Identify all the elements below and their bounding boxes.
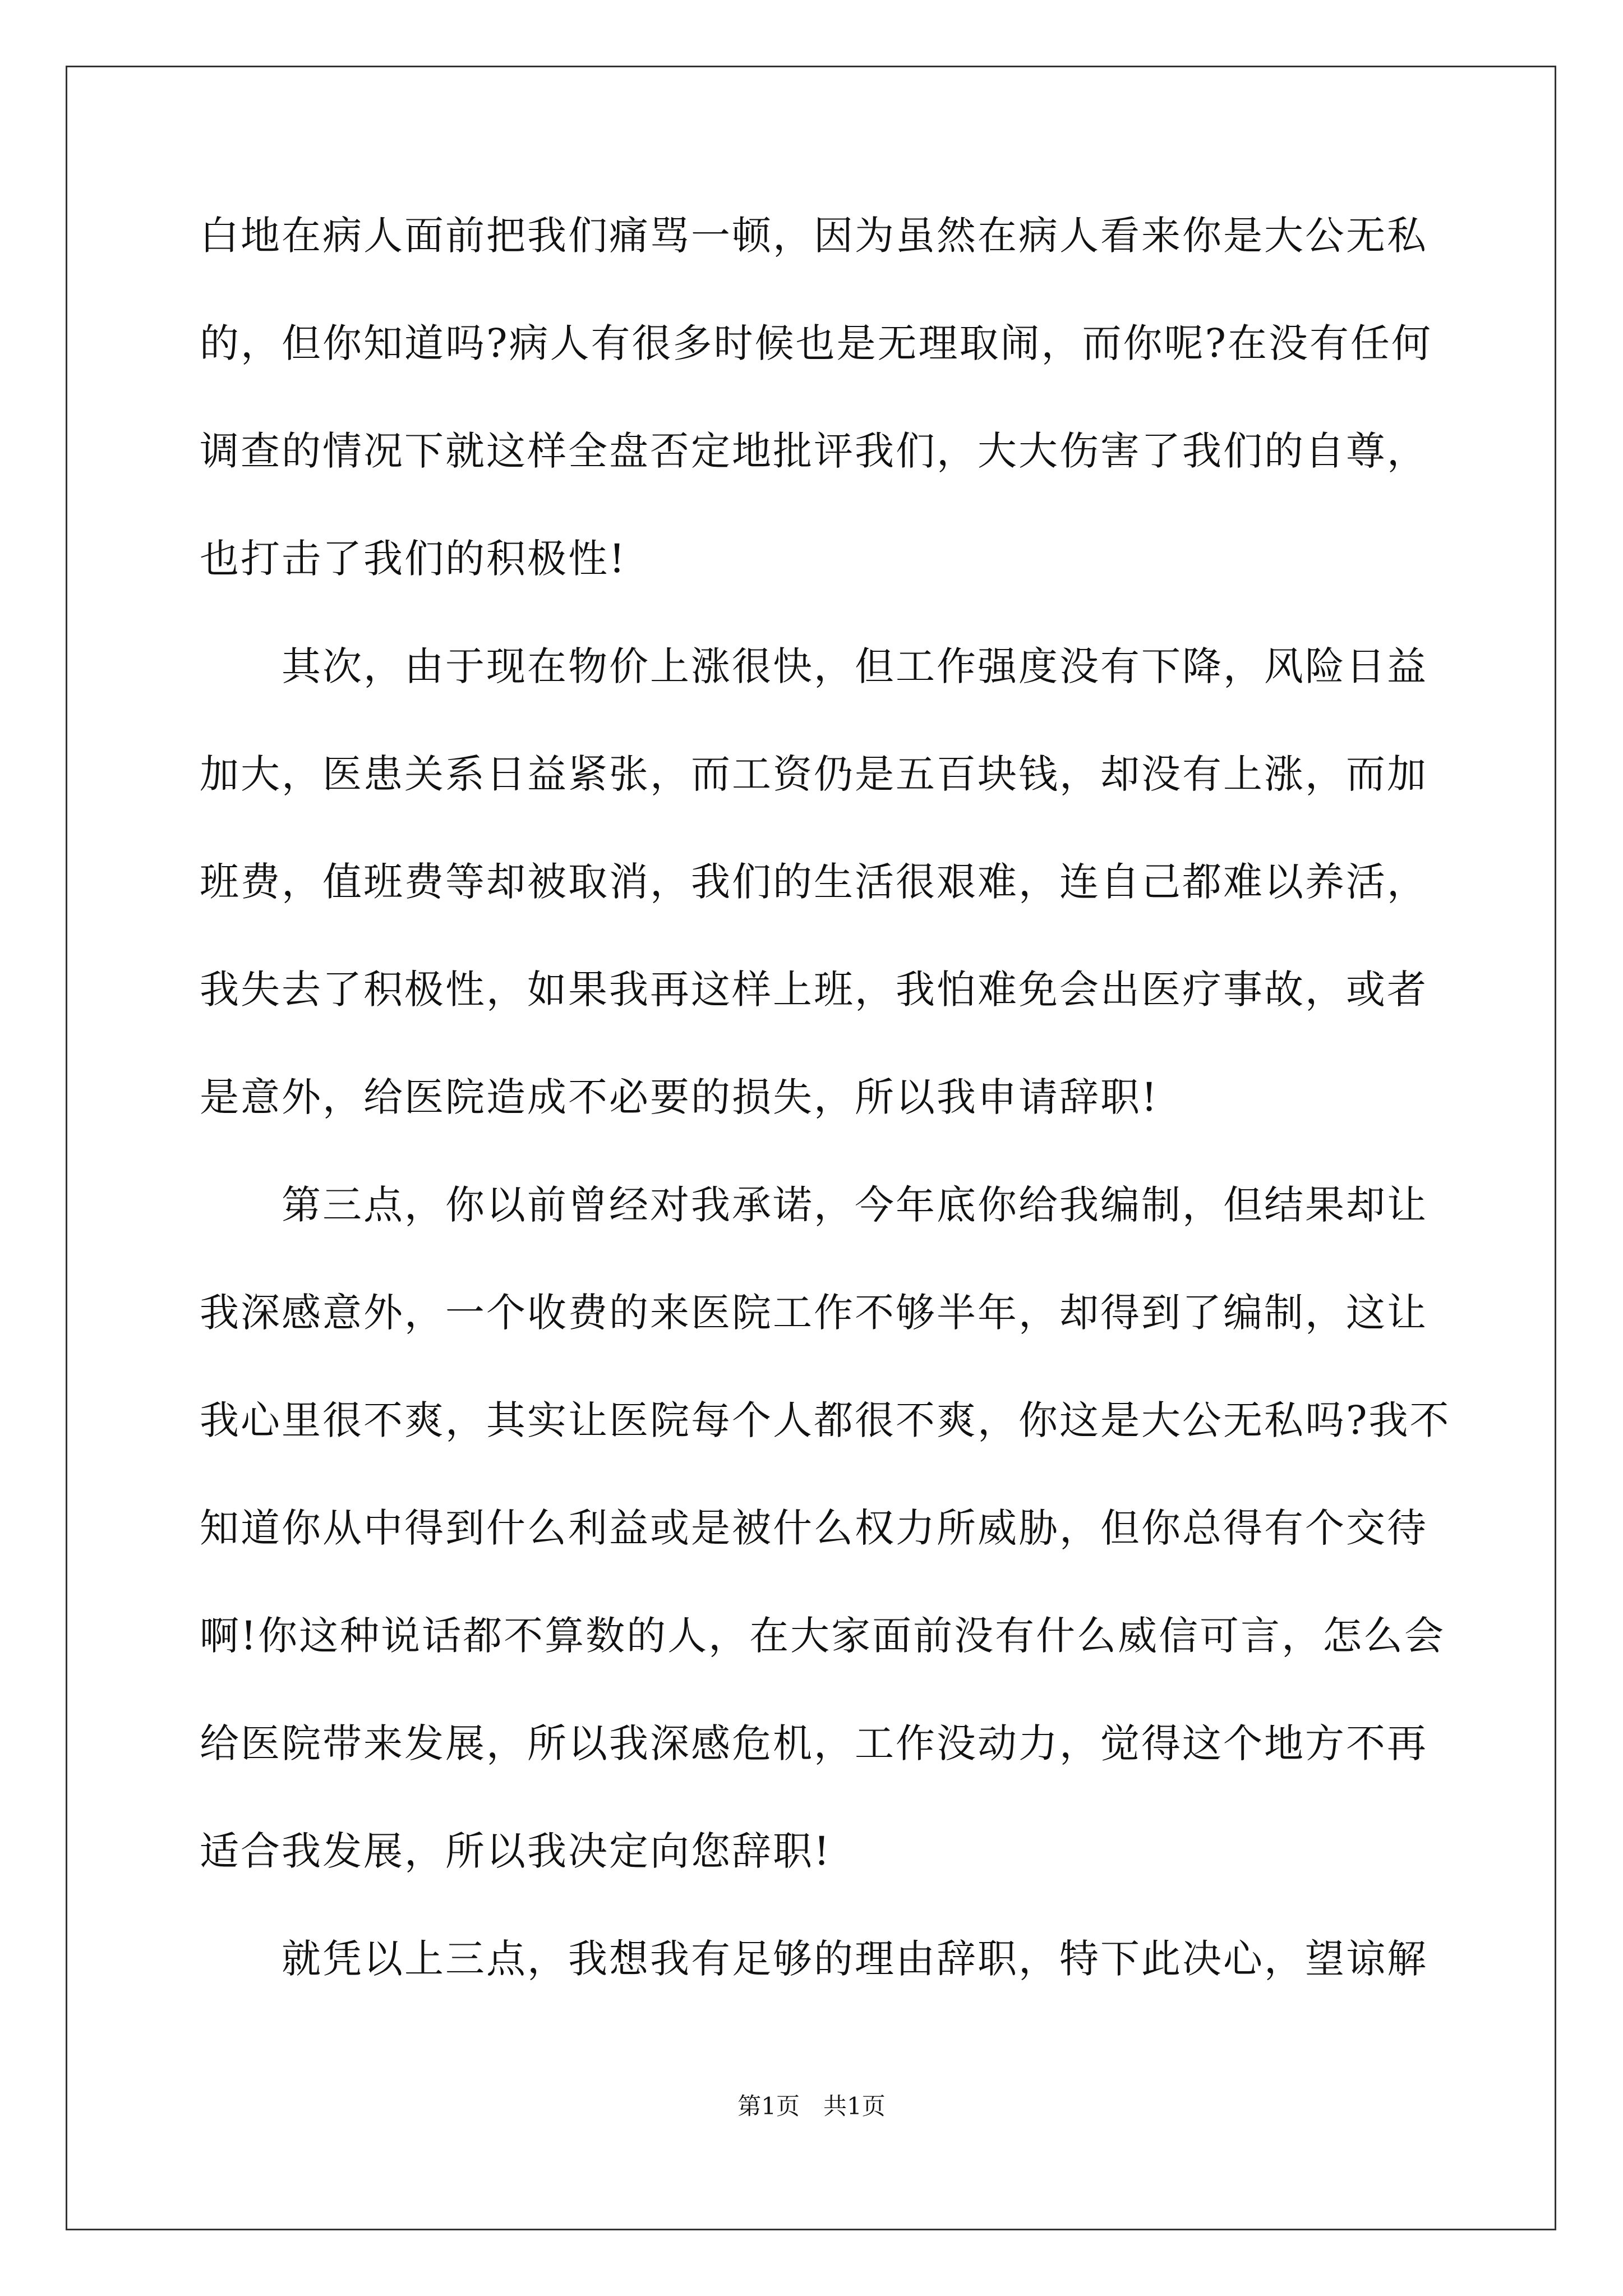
text-line: 的，但你知道吗?病人有很多时候也是无理取闹，而你呢?在没有任何: [200, 320, 1433, 366]
text-line: 知道你从中得到什么利益或是被什么权力所威胁，但你总得有个交待: [200, 1505, 1428, 1551]
text-line: 白地在病人面前把我们痛骂一顿，因为虽然在病人看来你是大公无私: [200, 213, 1428, 259]
text-line: 加大，医患关系日益紧张，而工资仍是五百块钱，却没有上涨，而加: [200, 751, 1428, 797]
page-number-footer: 第1页 共1页: [737, 2092, 886, 2120]
text-line: 适合我发展，所以我决定向您辞职!: [200, 1828, 832, 1874]
text-line: 是意外，给医院造成不必要的损失，所以我申请辞职!: [200, 1074, 1159, 1120]
text-line: 啊!你这种说话都不算数的人，在大家面前没有什么威信可言，怎么会: [200, 1613, 1446, 1659]
text-line: 也打击了我们的积极性!: [200, 536, 627, 582]
text-line: 就凭以上三点，我想我有足够的理由辞职，特下此决心，望谅解: [200, 1936, 1428, 1982]
text-line: 我心里很不爽，其实让医院每个人都很不爽，你这是大公无私吗?我不: [200, 1397, 1451, 1443]
text-line: 第三点，你以前曾经对我承诺，今年底你给我编制，但结果却让: [200, 1182, 1428, 1228]
text-line: 我深感意外，一个收费的来医院工作不够半年，却得到了编制，这让: [200, 1290, 1428, 1336]
page-border: [66, 66, 1556, 2230]
text-line: 我失去了积极性，如果我再这样上班，我怕难免会出医疗事故，或者: [200, 967, 1428, 1013]
text-line: 班费，值班费等却被取消，我们的生活很艰难，连自己都难以养活，: [200, 859, 1428, 905]
text-line: 调查的情况下就这样全盘否定地批评我们，大大伤害了我们的自尊，: [200, 428, 1428, 474]
text-line: 其次，由于现在物价上涨很快，但工作强度没有下降，风险日益: [200, 643, 1428, 689]
text-line: 给医院带来发展，所以我深感危机，工作没动力，觉得这个地方不再: [200, 1720, 1428, 1766]
